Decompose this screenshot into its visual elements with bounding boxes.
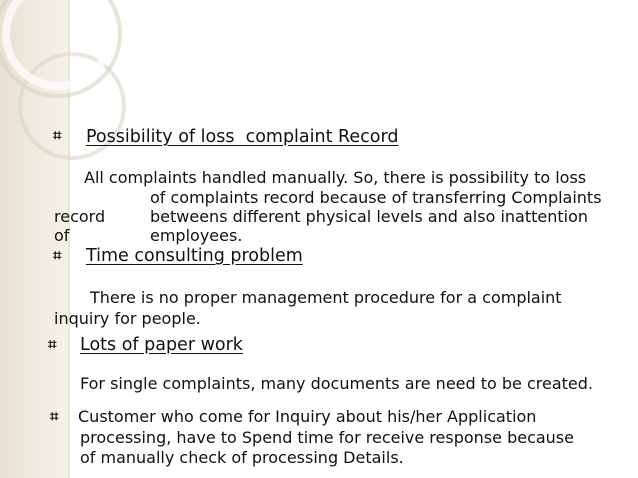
body-line: There is no proper management procedure for a complaint [90,288,562,307]
hash-bullet-icon: ⌗ [48,335,57,353]
body-line: For single complaints, many documents are need to be created. [80,374,594,393]
body-line: processing, have to Spend time for receive response because [80,428,574,447]
body-line: Customer who come for Inquiry about his/her Application [78,407,537,426]
body-line: record [54,207,106,226]
body-line: betweens different physical levels and also inattention [150,207,589,226]
body-line: employees. [150,226,243,245]
body-line: of complaints record because of transferring Complaints [150,188,602,207]
body-line: of manually check of processing Details. [80,448,404,467]
heading-possibility-of-loss: Possibility of loss complaint Record [86,127,399,147]
body-line: of [54,226,70,245]
hash-bullet-icon: ⌗ [53,126,62,144]
hash-bullet-icon: ⌗ [53,246,62,264]
body-line: inquiry for people. [54,309,201,328]
body-line: All complaints handled manually. So, there is possibility to loss [84,168,587,187]
hash-bullet-icon: ⌗ [50,407,59,425]
heading-time-consulting-problem: Time consulting problem [86,246,303,266]
heading-lots-of-paper-work: Lots of paper work [80,335,243,355]
